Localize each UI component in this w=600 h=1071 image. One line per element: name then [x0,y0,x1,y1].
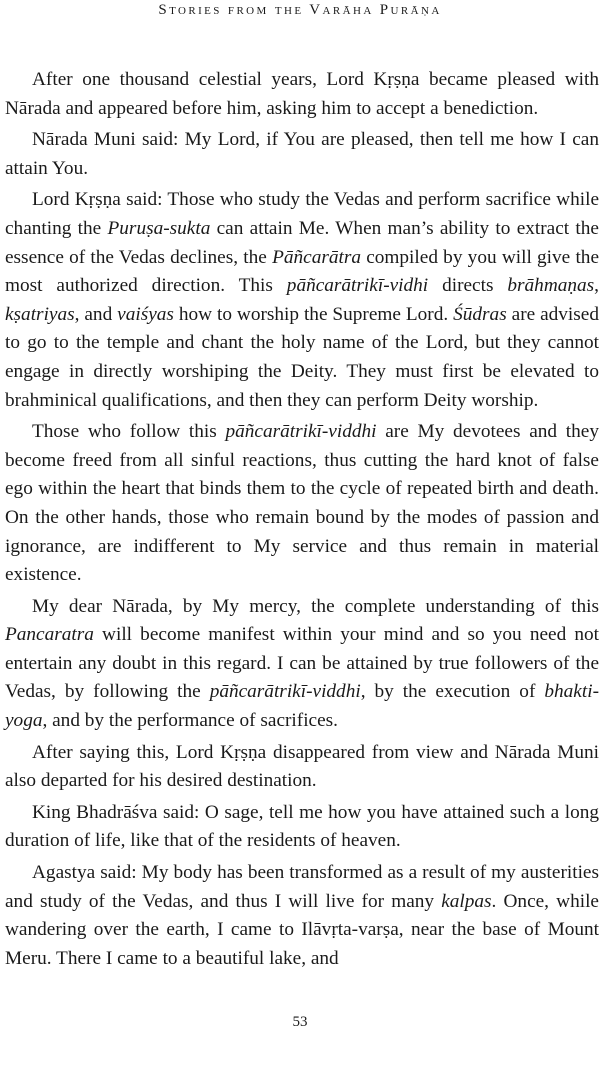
italic-term: pāñcarātrikī-vidhi [286,275,429,297]
text-run: directs [428,275,508,297]
italic-term: pāñcarātrikī-viddhi [225,421,377,443]
text-run: Nārada Muni said: My Lord, if You are pleased, then tell me how I can attain You. [5,129,599,179]
text-run: , [594,275,599,297]
body-text [5,66,599,976]
text-run: After one thousand celestial years, Lord Kṛṣṇa became pleased with Nārada and appeared before him, asking him to accept a benediction. [5,69,599,119]
running-head: Stories from the Varāha Purāṇa [158,2,442,18]
text-run: how to worship the Supreme Lord. [173,303,454,325]
text-run: are advised to go to the temple and chant the holy name of the Lord, but they cannot engage in directly worshiping the Deity. They must first be elevated to brahminical qualifications, and then they can perform Deity worship. [5,303,599,411]
text-run: Those who follow this [32,421,226,443]
text-run: , by the execution of [360,681,545,703]
italic-term: Puruṣa-sukta [107,217,211,239]
text-run: . Once, while wandering over the earth, I came to Ilāvṛta-varṣa, near the base of Mount Meru. There I came to a beautiful lake, and [5,890,599,969]
paragraph [5,66,599,123]
italic-term: pāñcarātrikī-viddhi [209,681,361,703]
italic-term: Śūdras [453,303,507,325]
text-run: can attain Me. When man’s ability to extract the essence of the Vedas declines, the [5,217,599,268]
italic-term: vaiśyas [117,303,174,325]
text-run: will become manifest within your mind and so you need not entertain any doubt in this regard. I can be attained by true followers of the Vedas, by following the [5,624,599,703]
text-run: , and by the performance of sacrifices. [42,710,338,732]
paragraph [5,418,599,590]
paragraph [5,739,599,796]
paragraph [5,859,599,973]
italic-term: kṣatriyas [5,303,75,325]
italic-term: brāhmaṇas [507,275,595,297]
italic-term: Pancaratra [5,624,94,646]
italic-term: kalpas [441,890,492,912]
paragraph [5,799,599,856]
italic-term: bhakti-yoga [5,681,599,732]
page-number: 53 [292,1014,308,1030]
text-run: My dear Nārada, by My mercy, the complete understanding of this [32,595,599,617]
text-run: After saying this, Lord Kṛṣṇa disappeared from view and Nārada Muni also departed for his desired destination. [5,741,599,792]
paragraph [5,186,599,415]
paragraph [5,126,599,183]
text-run: compiled by you will give the most authorized direction. This [5,246,600,297]
text-run: Lord Kṛṣṇa said: Those who study the Vedas and perform sacrifice while chanting the [5,189,599,239]
text-run: King Bhadrāśva said: O sage, tell me how you have attained such a long duration of life, like that of the residents of heaven. [5,801,599,852]
text-run: are My devotees and they become freed from all sinful reactions, thus cutting the hard knot of false ego within the heart that binds them to the cycle of repeated birth and death. On the other hands, those who remain bound by the modes of passion and ignorance, are indifferent to My service and thus remain in material existence. [5,421,599,586]
italic-term: Pāñcarātra [272,246,361,268]
text-run: , and [74,303,118,325]
paragraph [5,593,599,736]
text-run: Agastya said: My body has been transformed as a result of my austerities and study of the Vedas, and thus I will live for many [5,862,599,912]
